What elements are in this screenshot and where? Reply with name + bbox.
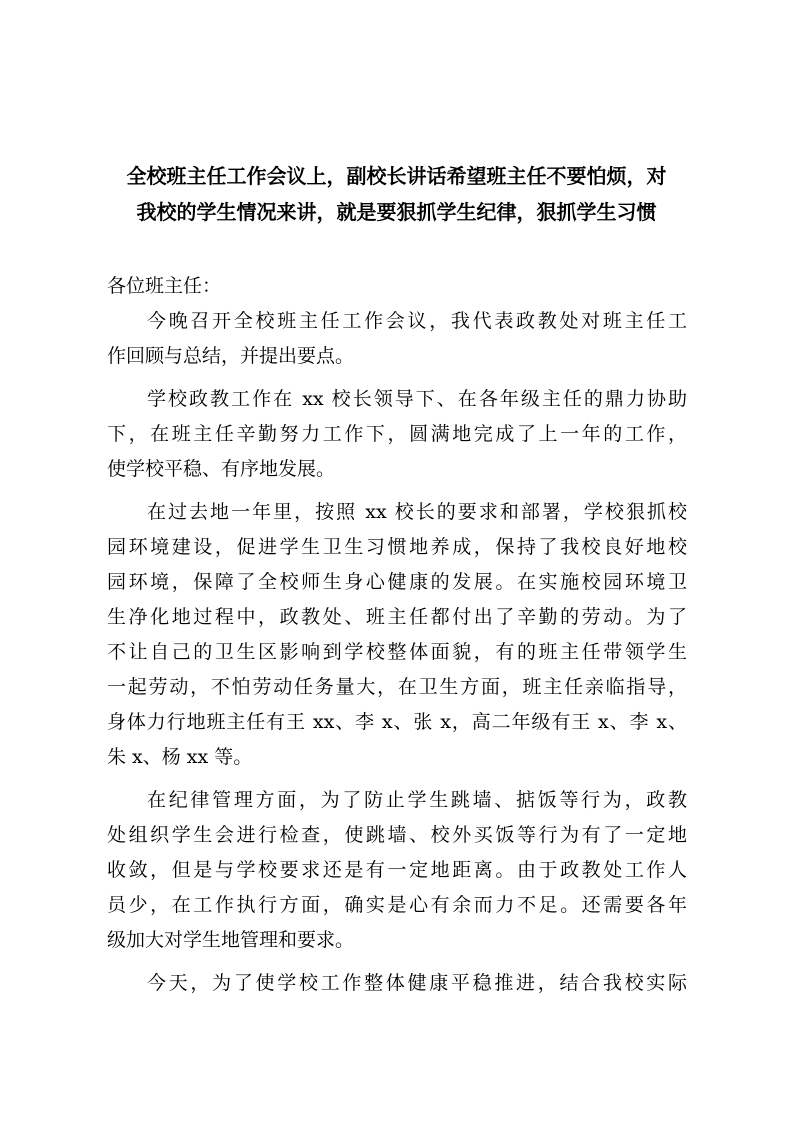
paragraph-line: 一起劳动，不怕劳动任务量大，在卫生方面，班主任亲临指导， <box>107 676 687 698</box>
paragraph <box>107 304 687 374</box>
paragraph-line: 处组织学生会进行检查，使跳墙、校外买饭等行为有了一定地 <box>107 824 687 846</box>
paragraph-line: 园环境，保障了全校师生身心健康的发展。在实施校园环境卫 <box>107 571 687 593</box>
paragraph-line: 学校政教工作在 xx 校长领导下、在各年级主任的鼎力协助 <box>147 388 687 410</box>
paragraph-line: 员少，在工作执行方面，确实是心有余而力不足。还需要各年 <box>107 894 687 916</box>
paragraph-line: 级加大对学生地管理和要求。 <box>107 929 355 951</box>
paragraph-line: 收敛，但是与学校要求还是有一定地距离。由于政教处工作人 <box>107 859 687 881</box>
paragraph-line: 身体力行地班主任有王 xx、李 x、张 x，高二年级有王 x、李 x、 <box>107 711 687 733</box>
title-line: 我校的学生情况来讲，就是要狠抓学生纪律，狠抓学生习惯 <box>136 200 657 224</box>
document-title <box>100 158 693 230</box>
paragraph <box>107 966 687 1001</box>
document-body <box>107 269 687 1001</box>
paragraph-line: 不让自己的卫生区影响到学校整体面貌，有的班主任带领学生 <box>107 641 687 663</box>
paragraph-line: 在过去地一年里，按照 xx 校长的要求和部署，学校狠抓校 <box>147 501 687 523</box>
paragraph-line: 园环境建设，促进学生卫生习惯地养成，保持了我校良好地校 <box>107 536 687 558</box>
paragraph <box>107 783 687 958</box>
paragraph-line: 今晚召开全校班主任工作会议，我代表政教处对班主任工 <box>147 310 687 332</box>
paragraph-line: 今天，为了使学校工作整体健康平稳推进，结合我校实际 <box>147 972 687 994</box>
title-line: 全校班主任工作会议上，副校长讲话希望班主任不要怕烦，对 <box>126 164 667 188</box>
paragraph-line: 下，在班主任辛勤努力工作下，圆满地完成了上一年的工作， <box>107 423 687 445</box>
paragraph-line: 生净化地过程中，政教处、班主任都付出了辛勤的劳动。为了 <box>107 606 687 628</box>
salutation: 各位班主任： <box>107 275 222 297</box>
paragraph <box>107 382 687 487</box>
paragraph-line: 朱 x、杨 xx 等。 <box>107 746 253 768</box>
paragraph-line: 在纪律管理方面，为了防止学生跳墙、掂饭等行为，政教 <box>147 789 687 811</box>
paragraph-line: 使学校平稳、有序地发展。 <box>107 458 336 480</box>
paragraph <box>107 495 687 775</box>
paragraph-line: 作回顾与总结，并提出要点。 <box>107 345 355 367</box>
